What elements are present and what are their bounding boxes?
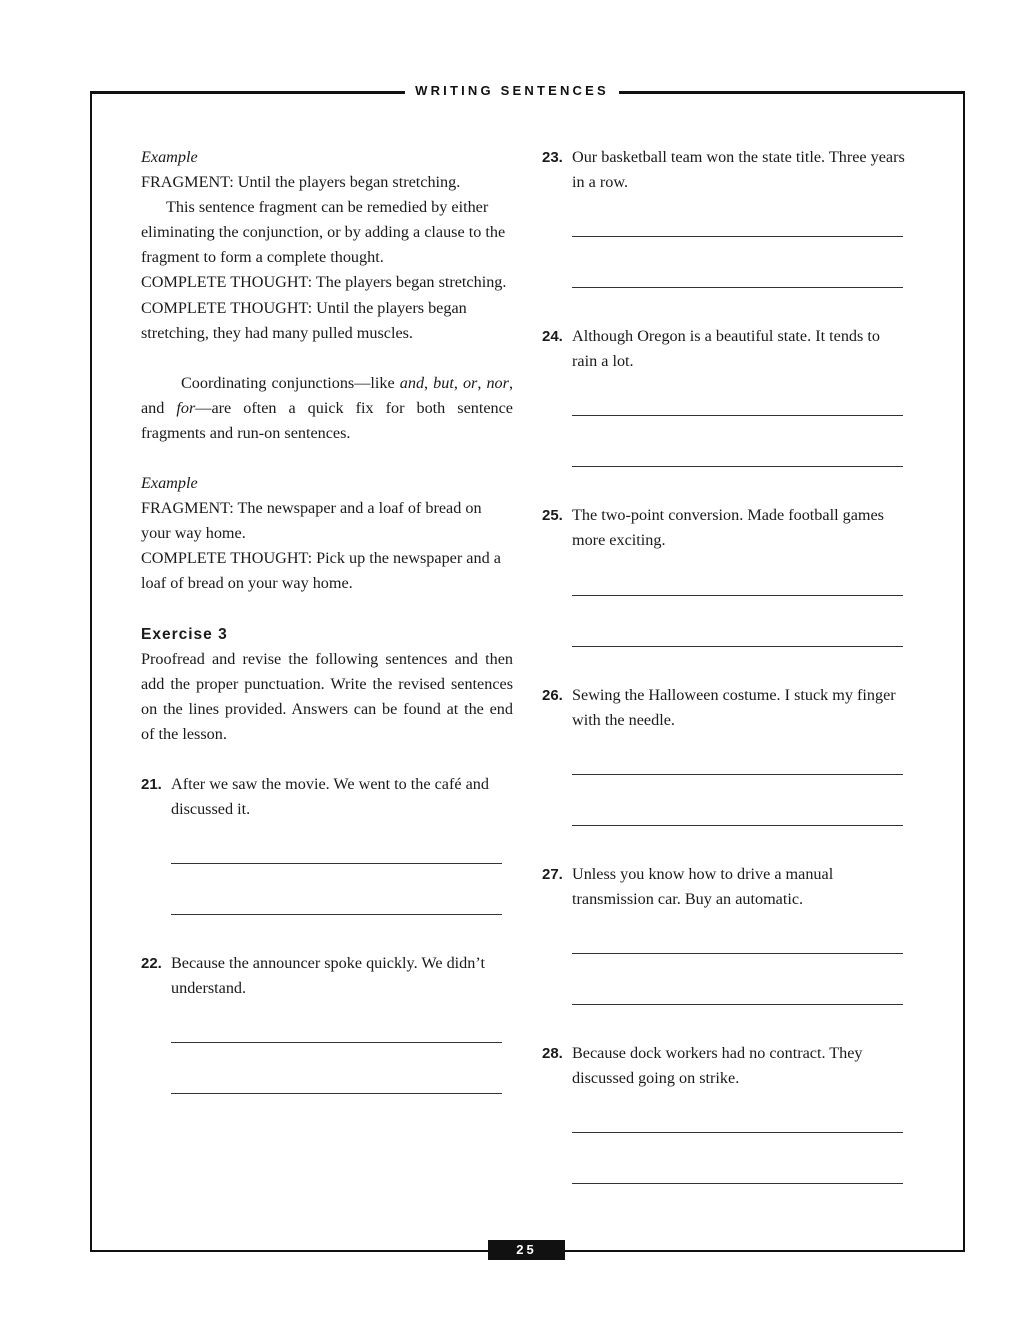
fragment-example: FRAGMENT: Until the players began stretching.: [141, 173, 461, 192]
fragment-example: FRAGMENT: The newspaper and a loaf of bread on your way home.: [141, 499, 482, 543]
exercise-item: [542, 862, 906, 912]
item-number: 28.: [542, 1044, 563, 1062]
answer-line[interactable]: [171, 863, 502, 864]
answer-line[interactable]: [572, 1132, 903, 1133]
answer-line[interactable]: [572, 646, 903, 647]
answer-line[interactable]: [171, 1042, 502, 1043]
exercise-title: Exercise 3: [141, 625, 228, 643]
item-text: After we saw the movie. We went to the café and discussed it.: [171, 774, 489, 819]
answer-line[interactable]: [572, 774, 903, 775]
answer-line[interactable]: [572, 825, 903, 826]
item-text: The two-point conversion. Made football games more exciting.: [572, 506, 884, 550]
exercise-instructions: Proofread and revise the following sentences and then add the proper punctuation. Write the revised sentences on the lines provided. Answers can be found at the end of the lesson.: [141, 649, 513, 743]
exercise-item: [542, 145, 906, 195]
exercise-item: [542, 1041, 906, 1091]
complete-thought: COMPLETE THOUGHT: Pick up the newspaper and a loaf of bread on your way home.: [141, 549, 501, 593]
answer-line[interactable]: [572, 287, 903, 288]
item-number: 27.: [542, 865, 563, 883]
example-label: Example: [141, 474, 198, 493]
item-number: 22.: [141, 955, 162, 973]
page-header: [0, 82, 1024, 100]
item-number: 21.: [141, 775, 162, 793]
coordinating-paragraph: Coordinating conjunctions—like and, but, or, nor, and for—are often a quick fix for both sentence fragments and run-on sentences.: [141, 373, 513, 442]
answer-line[interactable]: [572, 1004, 903, 1005]
item-number: 25.: [542, 507, 563, 525]
item-number: 24.: [542, 328, 563, 346]
exercise-item: [542, 503, 906, 553]
answer-line[interactable]: [572, 415, 903, 416]
answer-line[interactable]: [572, 1183, 903, 1184]
page-number: 25: [488, 1240, 565, 1260]
complete-thought-2: COMPLETE THOUGHT: Until the players began stretching, they had many pulled muscles.: [141, 298, 467, 342]
item-number: 26.: [542, 686, 563, 704]
item-text: Unless you know how to drive a manual transmission car. Buy an automatic.: [572, 864, 834, 908]
item-text: Because the announcer spoke quickly. We didn’t understand.: [171, 954, 485, 998]
answer-line[interactable]: [572, 595, 903, 596]
left-column: [141, 145, 513, 1094]
item-text: Although Oregon is a beautiful state. It tends to rain a lot.: [572, 327, 880, 371]
explanation-paragraph: This sentence fragment can be remedied by either eliminating the conjunction, or by adding a clause to the fragment to form a complete thought.: [141, 198, 506, 267]
exercise-item: [542, 683, 906, 733]
exercise-item: [141, 772, 513, 822]
exercise-item: [542, 324, 906, 374]
answer-line[interactable]: [171, 1093, 502, 1094]
item-text: Our basketball team won the state title. Three years in a row.: [572, 148, 905, 192]
answer-line[interactable]: [572, 953, 903, 954]
answer-line[interactable]: [171, 914, 502, 915]
exercise-item: [141, 951, 513, 1001]
example-label: Example: [141, 148, 198, 166]
header-title: WRITING SENTENCES: [405, 83, 619, 98]
answer-line[interactable]: [572, 466, 903, 467]
answer-line[interactable]: [572, 236, 903, 237]
right-column: [542, 145, 906, 1184]
item-text: Sewing the Halloween costume. I stuck my finger with the needle.: [572, 685, 896, 729]
item-number: 23.: [542, 149, 563, 166]
complete-thought-1: COMPLETE THOUGHT: The players began stretching.: [141, 273, 507, 292]
item-text: Because dock workers had no contract. They discussed going on strike.: [572, 1043, 863, 1088]
